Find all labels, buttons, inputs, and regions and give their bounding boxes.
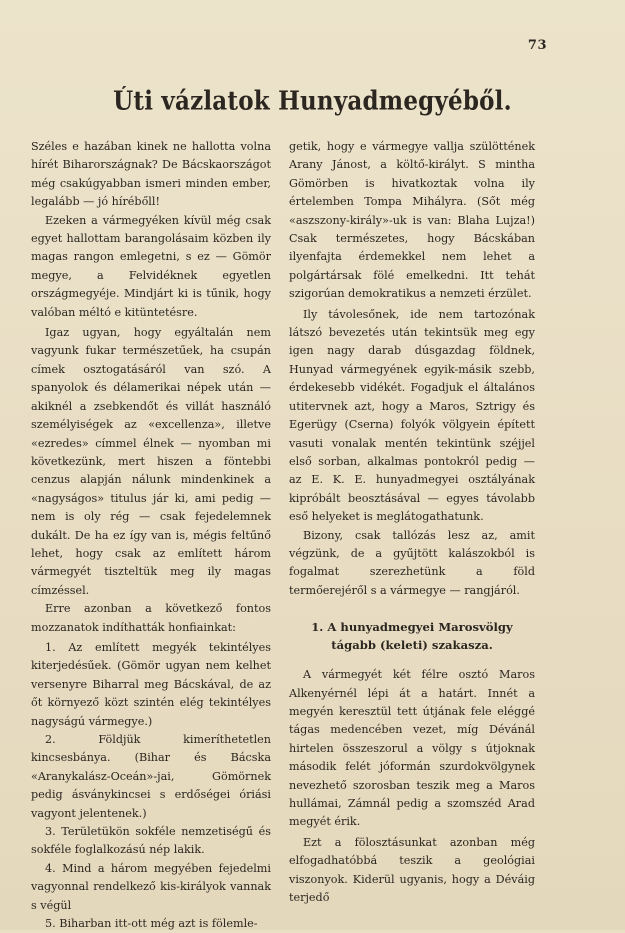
right-column [289, 138, 535, 907]
list-item: 4. Mind a három megyében fejedelmi vagyonnal rendelkező kis-királyok vannak s végül [31, 861, 271, 912]
list-item: 2. Földjük kimeríthetetlen kincsesbánya. (Bihar és Bácska «Aranykalász-Oceán»-jai, Gömörnek pedig ásványkincsei s erdőségei óriási vagyont jelentenek.) [31, 733, 271, 820]
list-item: 1. Az említett megyék tekintélyes kiterjedésűek. (Gömör ugyan nem kelhet versenyre Biharral meg Bácskával, de az őt környező közt szintén elég tekintélyes nagyságú vármegye.) [31, 640, 271, 728]
left-column [31, 138, 271, 933]
paragraph: Erre azonban a következő fontos mozzanatok indíthatták honfiainkat: [31, 602, 271, 634]
paragraph: getik, hogy e vármegye vallja szülöttének Arany Jánost, a költő-királyt. S mintha Gömörben is hivatkoztak volna ily értelemben Tompa Mihályra. (Sőt még «aszszony-király»-uk is van: Blaha Lujza!) Csak természetes, hogy Bácskában ilyenfajta érdemekkel nem lehet a polgártársak fölé emelkedni. Itt tehát szigorúan demokratikus a nemzeti érzület. [289, 140, 535, 301]
paragraph: Ezeken a vármegyéken kívül még csak egyet hallottam barangolásaim közben ily magas rangon emlegetni, s ez — Gömör megye, a Felvidéknek egyetlen országmegyéje. Mindjárt ki is tűnik, hogy valóban méltó e kitüntetésre. [31, 213, 271, 319]
paragraph: A vármegyét két félre osztó Maros Alkenyérnél lépi át a határt. Innét a megyén keresztül tett útjának fele eléggé tágas medencében vezet, míg Dévánál hirtelen összeszorul a völgy s útjoknak második felét jóformán szurdokvölgynek nevezhető szorosban teszik meg a Maros hullámai, Zámnál pedig a szomszéd Arad megyét érik. [289, 668, 535, 829]
page-number: 73 [527, 38, 547, 53]
list-item: 5. Biharban itt-ott még azt is fölemle- [45, 917, 258, 931]
paragraph: Igaz ugyan, hogy egyáltalán nem vagyunk fukar természetűek, ha csupán címek osztogatásáról van szó. A spanyolok és délamerikai népek után — akiknél a zsebkendőt és villát használó személyiségek az «excellenza», illetve «ezredes» címmel élnek — nyomban mi következünk, mert hiszen a föntebbi cenzus alapján nálunk mindenkinek a «nagyságos» titulus jár ki, ami pedig — nem is oly rég — csak fejedelemnek dukált. De ha ez így van is, mégis feltűnő lehet, hogy csak az említett három vármegyét tiszteltük meg ily magas címzéssel. [31, 326, 271, 597]
list-item: 3. Területükön sokféle nemzetiségű és sokféle foglalkozású nép lakik. [31, 825, 271, 857]
paragraph: Bizony, csak tallózás lesz az, amit végzünk, de a gyűjtött kalászokból is fogalmat szerezhetünk a föld termőerejéről s a vármegye — rangjáról. [289, 528, 535, 597]
paragraph: Ezt a fölosztásunkat azonban még elfogadhatóbbá teszik a geológiai viszonyok. Kiderül ugyanis, hogy a Déváig terjedő [289, 835, 535, 905]
article-title: Úti vázlatok Hunyadmegyéből. [113, 86, 512, 117]
paragraph: Széles e hazában kinek ne hallotta volna hírét Biharországnak? De Bácskaországot még csakúgyabban ismeri minden ember, legalább — jó hírébőll! [31, 140, 271, 209]
paragraph: Ily távolesőnek, ide nem tartozónak látszó bevezetés után tekintsük meg egy igen nagy darab dúsgazdag földnek, Hunyad vármegyének egyik-másik szebb, érdekesebb vidékét. Fogadjuk el általános utitervnek azt, hogy a Maros, Sztrigy és Egerügy (Cserna) folyók völgyein épített vasuti vonalak mentén tekintünk széjjel első sorban, alkalmas pontokról pedig — az E. K. E. hunyadmegyei osztályának kipróbált beosztásával — egyes távolabb eső helyeket is meglátogathatunk. [289, 307, 535, 524]
section-heading: 1. A hunyadmegyei Marosvölgy tágabb (keleti) szakasza. [311, 620, 513, 653]
